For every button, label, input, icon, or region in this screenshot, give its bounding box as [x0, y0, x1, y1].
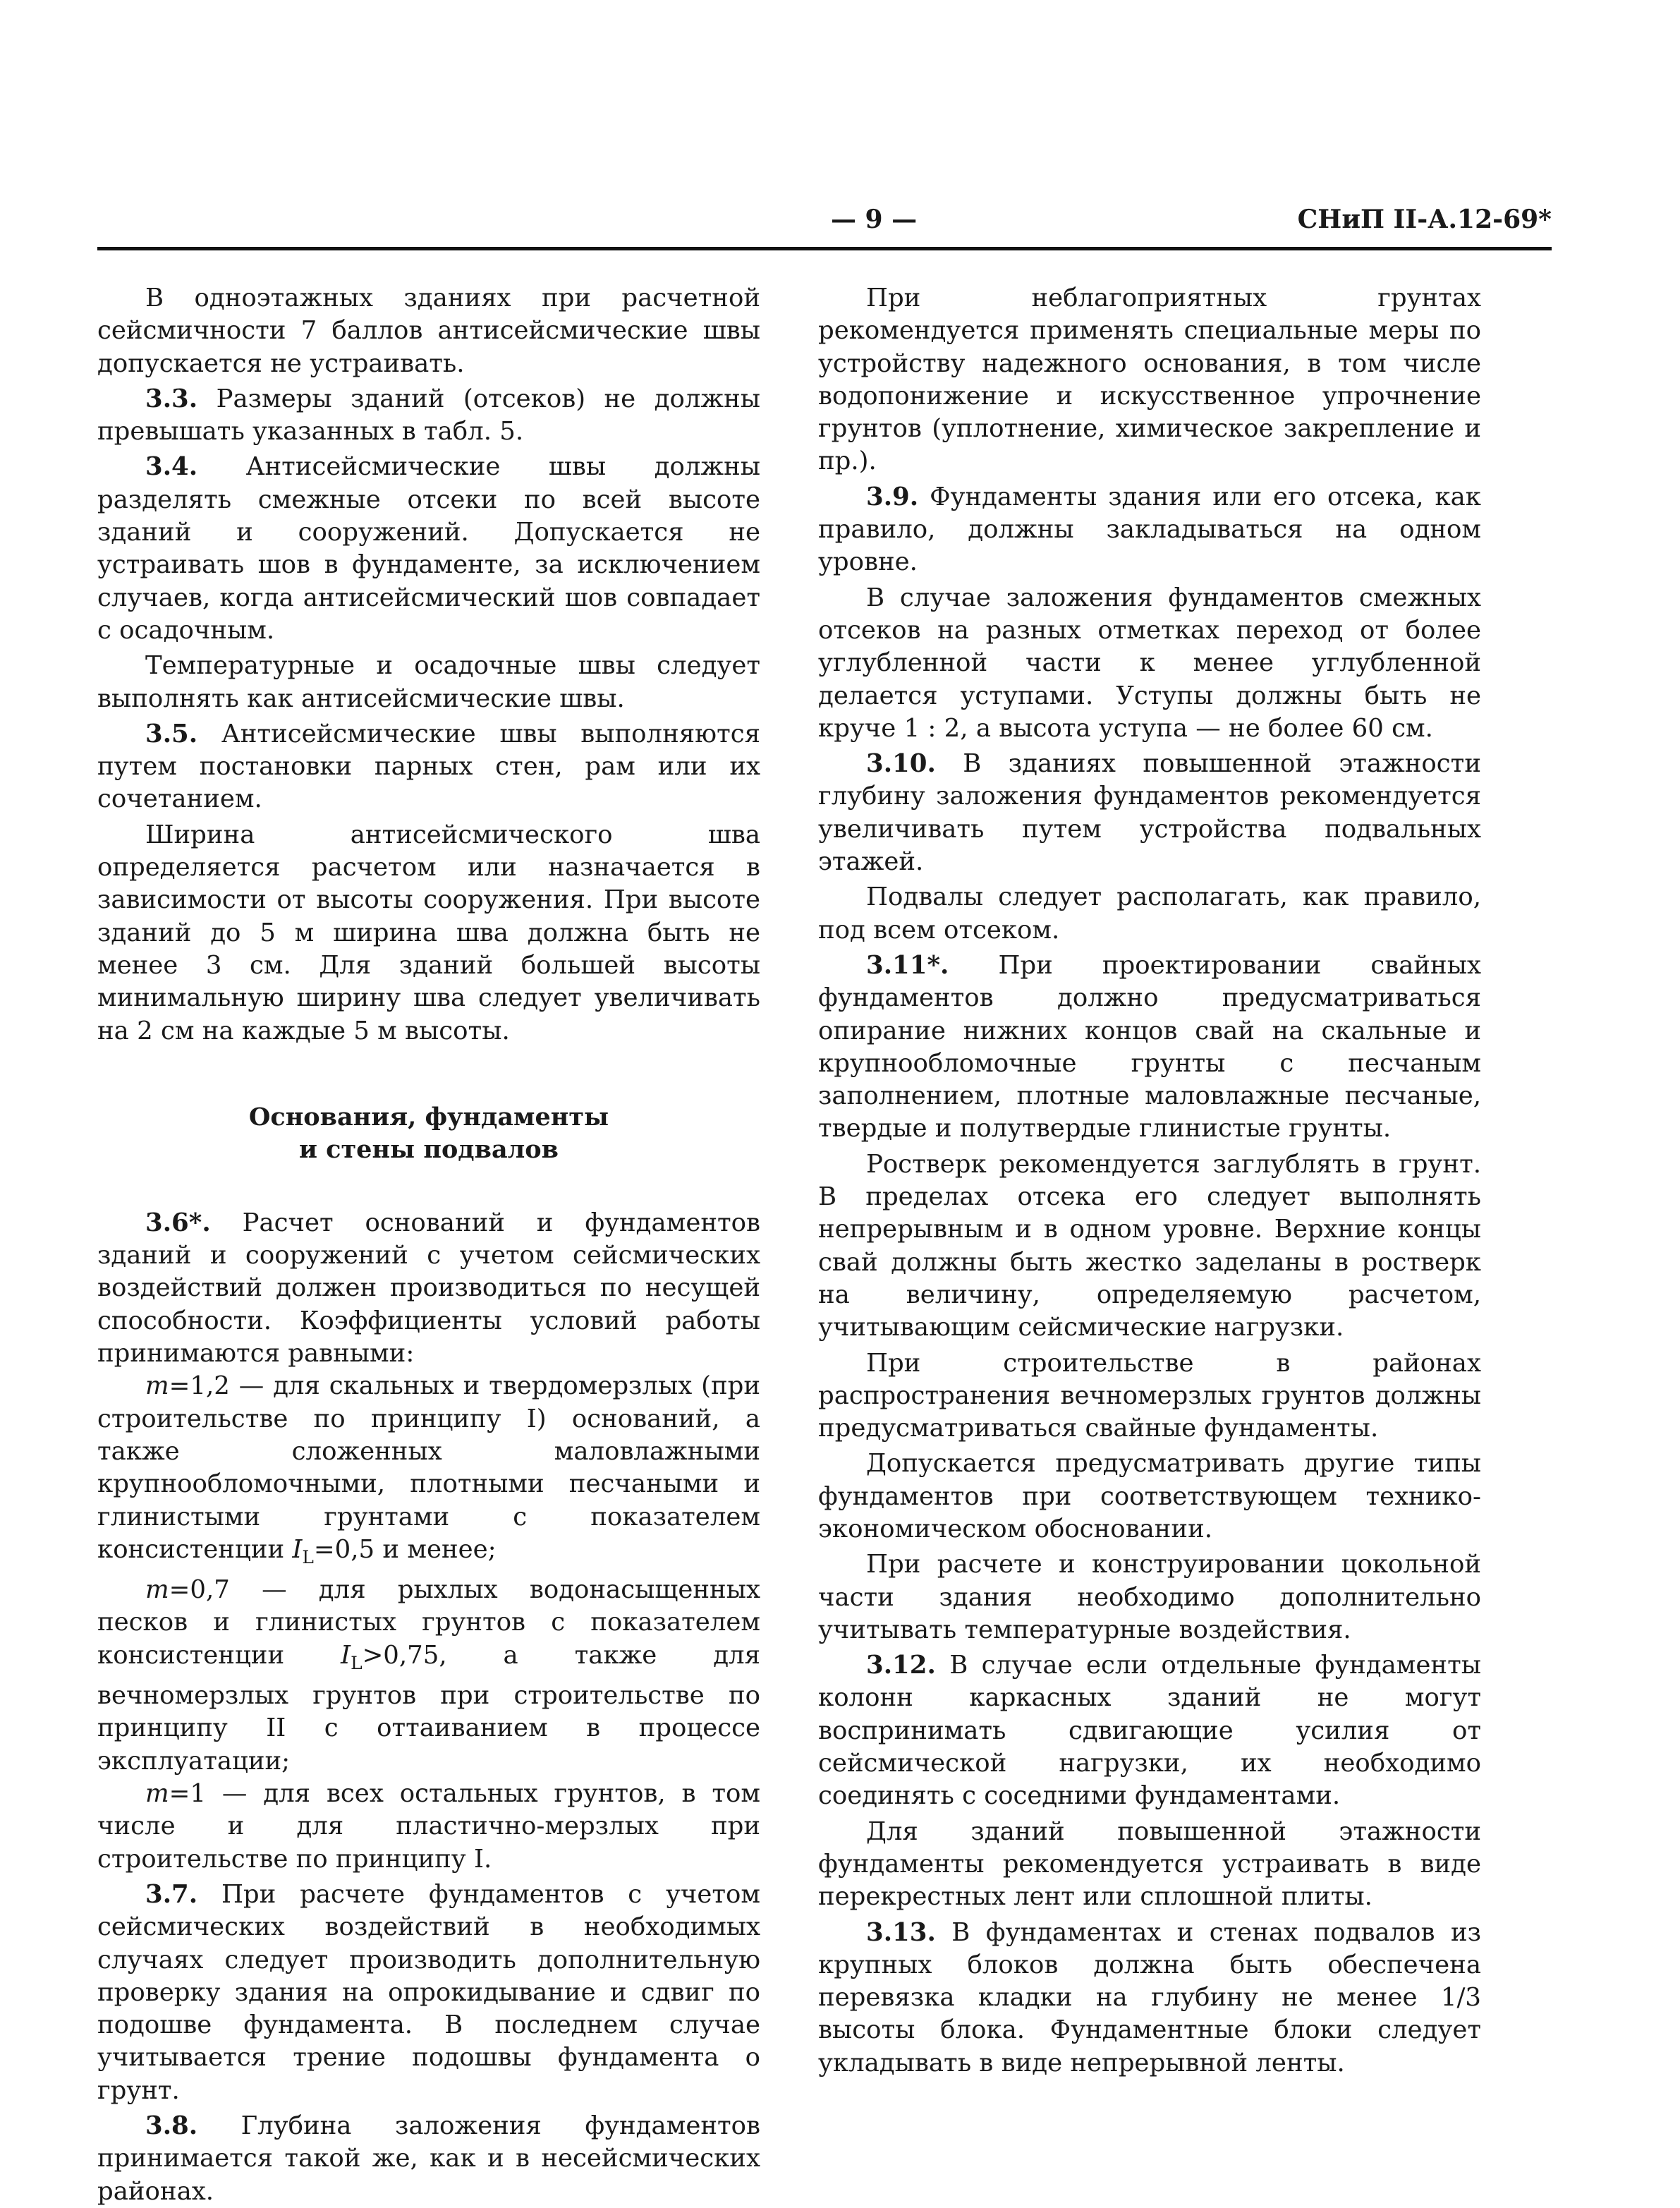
clause-text: Размеры зданий (отсеков) не должны превышать указанных в табл. 5. [97, 384, 760, 447]
coefficient-text: =1 — для всех остальных грунтов, в том числе и для пластично-мерзлых при строительстве по принципу I. [97, 1779, 760, 1874]
variable-m: m [145, 1779, 169, 1809]
clause-3-11 [818, 950, 1481, 1146]
clause-3-4 [97, 451, 760, 647]
coefficient-text: =1,2 — для скальных и твердомерзлых (при строительстве по принципу I) оснований, а также сложенных маловлажными крупнообломочными, плотными песчаными и глинистыми грунтами с показателем консистенции [97, 1371, 760, 1564]
section-heading-line: Основания, фундаменты [248, 1102, 609, 1132]
clause-text: Антисейсмические швы выполняются путем постановки парных стен, рам или их сочетанием. [97, 719, 760, 814]
variable-subscript: L [302, 1546, 314, 1567]
page-header [97, 205, 1552, 247]
clause-number: 3.6*. [145, 1208, 211, 1237]
fraction: 1/3 [1440, 1983, 1481, 2013]
paragraph: При неблагоприятных грунтах рекомендуется применять специальные меры по устройству надежного основания, в том числе водопонижение и искусственное упрочнение грунтов (уплотнение, химическое закрепление и пр.). [818, 284, 1481, 476]
section-heading-line: и стены подвалов [299, 1134, 559, 1164]
left-column [97, 282, 760, 2208]
coefficient-tail: =0,5 и менее; [313, 1534, 497, 1564]
clause-number: 3.9. [866, 482, 919, 511]
paragraph: Ростверк рекомендуется заглублять в грунт. В пределах отсека его следует выполнять непрерывным и в одном уровне. Верхние концы свай должны быть жестко заделаны в ростверк на величину, определяемую расчетом, учитывающим сейсмические нагрузки. [818, 1149, 1481, 1342]
header-rule [97, 247, 1552, 250]
clause-text: При проектировании свайных фундаментов должно предусматриваться опирание нижних концов свай на скальные и крупнообломочные грунты с песчаным заполнением, плотные маловлажные песчаные, твердые и полутвердые глинистые грунты. [818, 950, 1481, 1144]
clause-3-3 [97, 383, 760, 449]
clause-number: 3.4. [145, 452, 198, 482]
clause-3-13 [818, 1917, 1481, 2080]
paragraph: В случае заложения фундаментов смежных отсеков на разных отметках переход от более углубленной части к менее углубленной делается уступами. Уступы должны быть не круче 1 : 2, а высота уступа — не более 60 см. [818, 583, 1481, 743]
clause-text: Антисейсмические швы должны разделять смежные отсеки по всей высоте зданий и сооружений. Допускается не устраивать шов в фундаменте, за исключением случаев, когда антисейсмический шов совпадает с осадочным. [97, 452, 760, 645]
clause-text: При расчете фундаментов с учетом сейсмических воздействий в необходимых случаях следует производить дополнительную проверку здания на опрокидывание и сдвиг по подошве фундамента. В последнем случае учитывается трение подошвы фундамента о грунт. [97, 1879, 760, 2105]
clause-3-7 [97, 1879, 760, 2107]
section-heading [97, 1101, 760, 1166]
coefficient-text: =0,7 — для рыхлых водонасыщенных песков и глинистых грунтов с показателем консистенции [97, 1575, 760, 1670]
variable-subscript: L [351, 1652, 363, 1673]
clause-3-10 [818, 748, 1481, 878]
paragraph: Допускается предусматривать другие типы фундаментов при соответствующем технико-экономическом обосновании. [818, 1449, 1481, 1543]
clause-text: В фундаментах и стенах подвалов из крупных блоков должна быть обеспечена перевязка кладки на глубину не менее [818, 1917, 1481, 2013]
paragraph: Ширина антисейсмического шва определяется расчетом или назначается в зависимости от высоты сооружения. При высоте зданий до 5 м ширина шва должна быть не менее 3 см. Для зданий большей высоты минимальную ширину шва следует увеличивать на 2 см на каждые 5 м высоты. [97, 820, 760, 1045]
clause-number: 3.3. [145, 384, 198, 413]
variable-il: I [292, 1534, 303, 1564]
clause-3-9 [818, 481, 1481, 579]
right-column [818, 282, 1481, 2080]
clause-text: Глубина заложения фундаментов принимается такой же, как и в несейсмических районах. [97, 2111, 760, 2206]
paragraph: При расчете и конструировании цокольной части здания необходимо дополнительно учитывать температурные воздействия. [818, 1550, 1481, 1644]
clause-3-8 [97, 2110, 760, 2208]
clause-text: высоты блока. Фундаментные блоки следует укладывать в виде непрерывной ленты. [818, 2015, 1481, 2077]
clause-text: В случае если отдельные фундаменты колонн каркасных зданий не могут воспринимать сдвигающие усилия от сейсмической нагрузки, их необходимо соединять с соседними фундаментами. [818, 1651, 1481, 1811]
coefficient-item [97, 1370, 760, 1574]
paragraph: В одноэтажных зданиях при расчетной сейсмичности 7 баллов антисейсмические швы допускается не устраивать. [97, 284, 760, 378]
paragraph: Температурные и осадочные швы следует выполнять как антисейсмические швы. [97, 651, 760, 713]
clause-text: В зданиях повышенной этажности глубину заложения фундаментов рекомендуется увеличивать путем устройства подвальных этажей. [818, 749, 1481, 877]
clause-text: Расчет оснований и фундаментов зданий и сооружений с учетом сейсмических воздействий должен производиться по несущей способности. Коэффициенты условий работы принимаются равными: [97, 1208, 760, 1369]
clause-number: 3.11*. [866, 950, 949, 980]
clause-3-12 [818, 1649, 1481, 1812]
page-number: — 9 — [831, 205, 918, 234]
clause-number: 3.13. [866, 1917, 936, 1947]
clause-number: 3.8. [145, 2111, 198, 2141]
variable-il: I [341, 1640, 351, 1670]
clause-number: 3.12. [866, 1651, 936, 1680]
paragraph: Подвалы следует располагать, как правило, под всем отсеком. [818, 882, 1481, 945]
clause-3-5 [97, 718, 760, 816]
coefficient-tail: >0,75, а также для вечномерзлых грунтов при строительстве по принципу II с оттаиванием в процессе эксплуатации; [97, 1640, 761, 1776]
document-code: СНиП II-А.12-69* [1297, 205, 1552, 234]
clause-text: Фундаменты здания или его отсека, как правило, должны закладываться на одном уровне. [818, 482, 1481, 577]
paragraph: Для зданий повышенной этажности фундаменты рекомендуется устраивать в виде перекрестных лент или сплошной плиты. [818, 1816, 1481, 1912]
clause-number: 3.10. [866, 749, 936, 779]
coefficient-item [97, 1574, 760, 1778]
clause-3-6 [97, 1207, 760, 1370]
variable-m: m [145, 1371, 169, 1401]
paragraph: При строительстве в районах распространения вечномерзлых грунтов должны предусматриваться свайные фундаменты. [818, 1348, 1481, 1443]
clause-number: 3.5. [145, 719, 198, 748]
coefficient-item [97, 1778, 760, 1876]
variable-m: m [145, 1575, 169, 1605]
clause-number: 3.7. [145, 1879, 198, 1909]
